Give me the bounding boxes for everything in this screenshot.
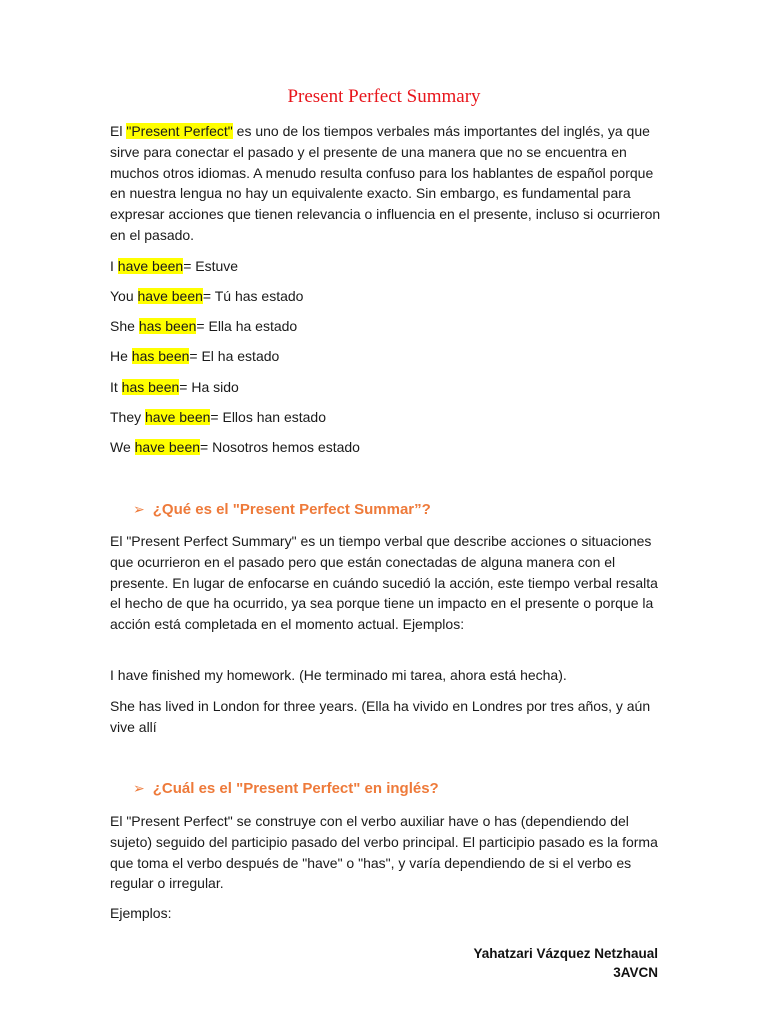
conjugation-line xyxy=(110,316,297,336)
example-sentence: She has lived in London for three years. (Ella ha vivido en Londres por tres años, y aún vive allí xyxy=(110,698,651,735)
section-heading xyxy=(133,499,431,520)
conjugation-translation: = Ellos han estado xyxy=(210,409,327,425)
conjugation-translation: = Ella ha estado xyxy=(196,318,298,334)
conjugation-verb: has been xyxy=(138,318,197,334)
author-name: Yahatzari Vázquez Netzhaual xyxy=(473,946,658,961)
examples-label: Ejemplos: xyxy=(110,905,172,921)
conjugation-subject: It xyxy=(110,379,122,395)
conjugation-translation: = Tú has estado xyxy=(202,288,304,304)
author-group: 3AVCN xyxy=(613,965,658,980)
intro-paragraph xyxy=(110,121,662,246)
section-heading-text: ¿Cuál es el "Present Perfect" en inglés? xyxy=(152,780,439,797)
conjugation-translation: = Nosotros hemos estado xyxy=(200,439,360,455)
conjugation-verb: have been xyxy=(145,409,211,425)
section-paragraph: El "Present Perfect Summary" es un tiempo verbal que describe acciones o situaciones que ocurrieron en el pasado pero que están conectadas de alguna manera con el presente. En lugar de enfocarse en cuándo sucedió la acción, este tiempo verbal resalta el hecho de que ha ocurrido, ya sea porque tiene un impacto en el presente o porque la acción está completada en el momento actual. Ejemplos: xyxy=(110,533,658,633)
conjugation-verb: have been xyxy=(117,258,184,274)
conjugation-verb: have been xyxy=(137,288,203,304)
arrow-bullet-icon: ➢ xyxy=(133,501,145,517)
conjugation-subject: She xyxy=(110,318,139,334)
conjugation-line xyxy=(110,407,326,427)
conjugation-verb: has been xyxy=(121,379,180,395)
conjugation-verb: have been xyxy=(134,439,201,455)
conjugation-line xyxy=(110,346,279,366)
conjugation-line xyxy=(110,286,303,306)
conjugation-subject: You xyxy=(110,288,138,304)
conjugation-line xyxy=(110,256,238,276)
section-heading xyxy=(133,778,439,799)
conjugation-translation: = Ha sido xyxy=(179,379,239,395)
conjugation-translation: = El ha estado xyxy=(189,348,280,364)
section-paragraph: El "Present Perfect" se construye con el verbo auxiliar have o has (dependiendo del sujeto) seguido del participio pasado del verbo principal. El participio pasado es la forma que toma el verbo después de "have" o "has", y varía dependiendo de si el verbo es regular o irregular. xyxy=(110,813,658,892)
example-sentence: I have finished my homework. (He terminado mi tarea, ahora está hecha). xyxy=(110,667,567,683)
arrow-bullet-icon: ➢ xyxy=(133,780,145,796)
conjugation-line xyxy=(110,437,360,457)
conjugation-translation: = Estuve xyxy=(183,258,239,274)
intro-prefix: El xyxy=(110,123,127,139)
intro-highlight: "Present Perfect" xyxy=(126,123,233,139)
conjugation-subject: I xyxy=(110,258,118,274)
conjugation-subject: He xyxy=(110,348,132,364)
conjugation-subject: We xyxy=(110,439,135,455)
conjugation-line xyxy=(110,377,239,397)
document-title: Present Perfect Summary xyxy=(287,86,481,107)
intro-rest: es uno de los tiempos verbales más importantes del inglés, ya que sirve para conectar el pasado y el presente de una manera que no se encuentra en muchos otros idiomas. A menudo resulta confuso para los hablantes de español porque en nuestra lengua no hay un equivalente exacto. Sin embargo, es fundamental para expresar acciones que tienen relevancia o influencia en el presente, incluso si ocurrieron en el pasado. xyxy=(110,123,661,243)
conjugation-verb: has been xyxy=(131,348,190,364)
section-heading-text: ¿Qué es el "Present Perfect Summar”? xyxy=(152,501,431,518)
conjugation-subject: They xyxy=(110,409,146,425)
